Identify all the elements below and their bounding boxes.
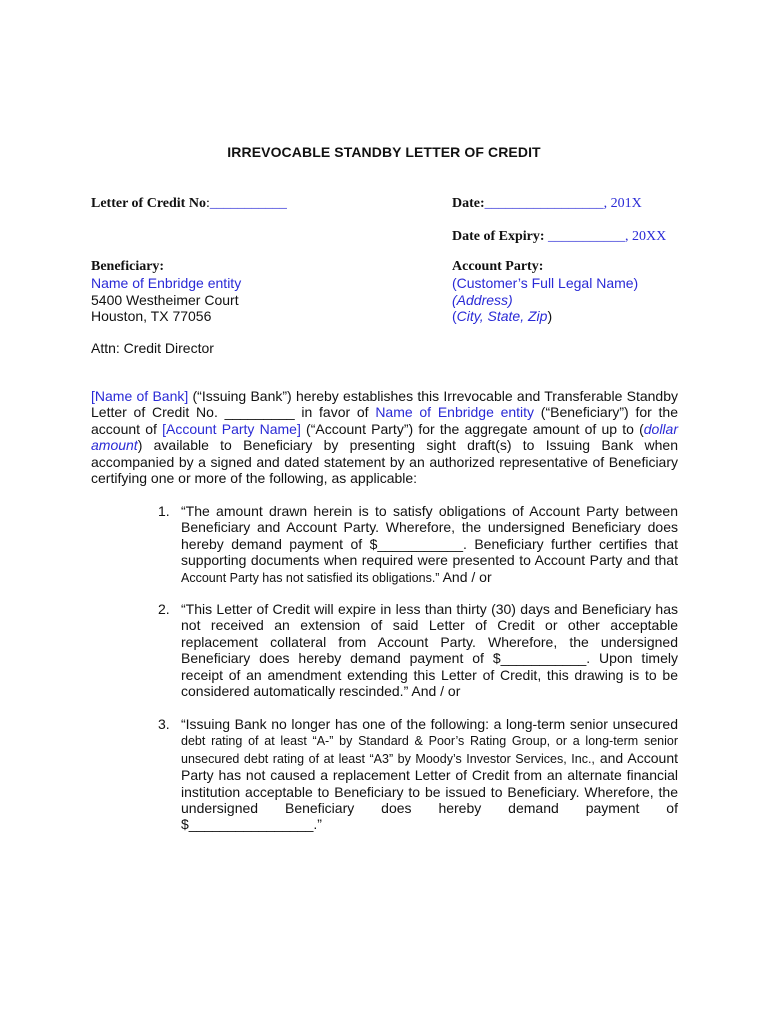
lc-number-line [91,194,287,212]
intro-text-3: (“Account Party”) for the aggregate amount of up to ( [300,420,644,437]
list-item-text-a: “Issuing Bank no longer has one of the following: a long-term senior unsecured [181,716,678,732]
list-item-text [181,503,678,586]
intro-text-1: (“Issuing Bank”) hereby establishes this Irrevocable and Transferable Standby Letter of Credit No. _________ in favor of [91,388,678,421]
account-party-name: (Customer’s Full Legal Name) [452,275,639,292]
list-item-text-a: “This Letter of Credit will expire in less than thirty (30) days and Beneficiary has not received an extension of said Letter of Credit or other acceptable replacement collateral from Account Party. Wherefore, the undersigned Beneficiary does hereby demand payment of $___________. Upon timely receipt of an amendment extending this Letter of Credit, this drawing is to be considered automatically rescinded.” [181,601,678,700]
beneficiary-label: Beneficiary: [91,259,165,274]
expiry-label: Date of Expiry: [452,229,549,244]
document-title: IRREVOCABLE STANDBY LETTER OF CREDIT [227,144,541,160]
list-item-number: 3. [158,716,170,732]
list-item-text-c: And / or [408,683,461,700]
date-blank: _________________ [484,196,604,211]
account-party-city-line [452,308,638,324]
lc-number-colon: : [205,196,210,211]
account-party-label: Account Party: [452,259,544,274]
intro-beneficiary-name: Name of Enbridge entity [375,404,535,421]
account-party-block [452,259,638,325]
intro-text-4: ) available to Beneficiary by presenting sight draft(s) to Issuing Bank when accompanied by a signed and dated statement by an authorized representative of Beneficiary certifying one or more of the following, as applicable: [91,437,678,487]
beneficiary-name: Name of Enbridge entity [91,275,242,292]
account-party-city: City, State, Zip [456,308,548,325]
beneficiary-street: 5400 Westheimer Court [91,291,239,308]
expiry-blank: ___________ [548,229,626,244]
intro-account-party-name: [Account Party Name] [162,420,301,437]
beneficiary-city: Houston, TX 77056 [91,308,212,325]
list-item-text-c: And / or [439,568,492,585]
list-item-text-c: and Account Party has not caused a replacement Letter of Credit from an alternate financial institution acceptable to Beneficiary to be issued to Beneficiary. Wherefore, the undersigned Beneficiary does hereby demand payment of $________________.” [181,749,678,833]
list-item-text [181,601,678,699]
beneficiary-block [91,259,241,325]
list-item-number: 1. [158,503,170,519]
bank-name: [Name of Bank] [91,388,189,404]
list-item-text [181,716,678,833]
intro-text-2: (“Beneficiary”) for the account of [91,404,678,437]
expiry-year: , 20XX [625,229,667,244]
intro-dollar-amount: dollar amount [91,420,678,454]
account-party-city-close: ) [547,308,553,325]
lc-number-blank: ___________ [209,196,287,211]
list-item-text-b: Account Party has not satisfied its obligations.” [181,570,440,585]
account-party-address: (Address) [452,291,513,308]
list-item-number: 2. [158,601,170,617]
list-item-text-a: “The amount drawn herein is to satisfy obligations of Account Party between Beneficiary and Account Party. Wherefore, the undersigned Beneficiary does hereby demand payment of $___________. Beneficiary further certifies that supporting documents when required were presented to Account Party and that [181,503,678,569]
expiry-line [452,227,666,245]
attn-line: Attn: Credit Director [91,340,214,356]
list-item-text-b: debt rating of at least “A-” by Standard & Poor’s Rating Group, or a long-term senior unsecured debt rating of at least “A3” by Moody’s Investor Services, Inc., [181,734,678,766]
account-party-city-open: ( [452,308,457,325]
date-year: , 201X [603,196,642,211]
date-line [452,194,642,212]
intro-paragraph [91,388,678,486]
lc-number-label: Letter of Credit No [91,196,206,211]
date-label: Date: [452,196,485,211]
